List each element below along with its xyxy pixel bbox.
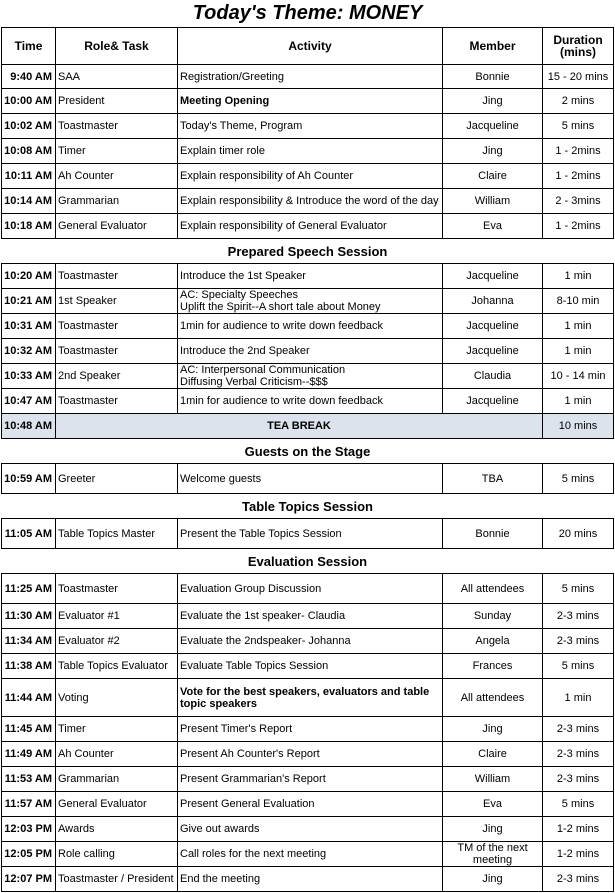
table-row: [2, 574, 614, 604]
activity-cell: Evaluate the 1st speaker- Claudia: [178, 604, 443, 629]
activity-line: Uplift the Spirit--A short tale about Money: [180, 301, 381, 313]
member-cell: Angela: [443, 629, 543, 654]
time-cell: 10:11 AM: [2, 164, 56, 189]
duration-cell: 15 - 20 mins: [543, 65, 614, 89]
role-cell: Toastmaster: [56, 114, 178, 139]
table-row: [2, 164, 614, 189]
activity-cell: Call roles for the next meeting: [178, 842, 443, 867]
header-time: Time: [2, 28, 56, 65]
role-cell: Timer: [56, 717, 178, 742]
activity-cell: Present Ah Counter's Report: [178, 742, 443, 767]
duration-cell: 20 mins: [543, 519, 614, 549]
activity-cell: Registration/Greeting: [178, 65, 443, 89]
duration-cell: 1 - 2mins: [543, 164, 614, 189]
section-row: [2, 239, 614, 264]
member-cell: William: [443, 189, 543, 214]
section-title-prepared: Prepared Speech Session: [2, 239, 614, 264]
role-cell: Toastmaster: [56, 314, 178, 339]
tea-break-label: TEA BREAK: [56, 414, 543, 439]
role-cell: Voting: [56, 679, 178, 717]
table-row: [2, 742, 614, 767]
table-row: [2, 389, 614, 414]
activity-cell: End the meeting: [178, 867, 443, 892]
duration-cell: 2-3 mins: [543, 767, 614, 792]
activity-cell: Introduce the 1st Speaker: [178, 264, 443, 289]
activity-cell: [178, 364, 443, 389]
duration-cell: 5 mins: [543, 114, 614, 139]
activity-line: AC: Interpersonal Communication: [180, 364, 346, 376]
duration-cell: 5 mins: [543, 464, 614, 494]
activity-cell: Evaluation Group Discussion: [178, 574, 443, 604]
tea-break-row: [2, 414, 614, 439]
role-cell: President: [56, 89, 178, 114]
activity-cell: Evaluate the 2ndspeaker- Johanna: [178, 629, 443, 654]
section-row: [2, 494, 614, 519]
time-cell: 10:59 AM: [2, 464, 56, 494]
activity-cell: Present Grammarian's Report: [178, 767, 443, 792]
duration-cell: 2-3 mins: [543, 742, 614, 767]
time-cell: 11:44 AM: [2, 679, 56, 717]
time-cell: 10:00 AM: [2, 89, 56, 114]
table-row: [2, 364, 614, 389]
role-cell: Awards: [56, 817, 178, 842]
header-duration: Duration (mins): [543, 28, 614, 65]
table-row: [2, 139, 614, 164]
header-member: Member: [443, 28, 543, 65]
duration-cell: 5 mins: [543, 654, 614, 679]
role-cell: Toastmaster: [56, 574, 178, 604]
section-row: [2, 439, 614, 464]
table-row: [2, 89, 614, 114]
duration-cell: 1 - 2mins: [543, 139, 614, 164]
time-cell: 11:53 AM: [2, 767, 56, 792]
time-cell: 10:47 AM: [2, 389, 56, 414]
duration-cell: 10 - 14 min: [543, 364, 614, 389]
duration-cell: 1 min: [543, 264, 614, 289]
activity-cell: Introduce the 2nd Speaker: [178, 339, 443, 364]
table-row: [2, 464, 614, 494]
time-cell: 10:21 AM: [2, 289, 56, 314]
role-cell: Table Topics Evaluator: [56, 654, 178, 679]
role-cell: Toastmaster: [56, 389, 178, 414]
time-cell: 12:03 PM: [2, 817, 56, 842]
section-title-table-topics: Table Topics Session: [2, 494, 614, 519]
time-cell: 10:14 AM: [2, 189, 56, 214]
time-cell: 10:18 AM: [2, 214, 56, 239]
role-cell: Toastmaster: [56, 339, 178, 364]
header-role: Role& Task: [56, 28, 178, 65]
table-row: [2, 189, 614, 214]
role-cell: Grammarian: [56, 767, 178, 792]
table-row: [2, 717, 614, 742]
activity-cell: Present Timer's Report: [178, 717, 443, 742]
page-title: Today's Theme: MONEY: [192, 2, 423, 24]
member-cell: Claire: [443, 164, 543, 189]
time-cell: 12:07 PM: [2, 867, 56, 892]
time-cell: 11:34 AM: [2, 629, 56, 654]
member-cell: Bonnie: [443, 519, 543, 549]
role-cell: Toastmaster: [56, 264, 178, 289]
role-cell: 1st Speaker: [56, 289, 178, 314]
activity-cell: [178, 289, 443, 314]
role-cell: Role calling: [56, 842, 178, 867]
member-cell: Sunday: [443, 604, 543, 629]
member-cell: Jing: [443, 817, 543, 842]
member-cell: William: [443, 767, 543, 792]
member-cell: Jing: [443, 717, 543, 742]
duration-cell: 2-3 mins: [543, 604, 614, 629]
header-row: [2, 28, 614, 65]
duration-cell: 1-2 mins: [543, 842, 614, 867]
member-cell: Jacqueline: [443, 339, 543, 364]
time-cell: 12:05 PM: [2, 842, 56, 867]
member-cell: Eva: [443, 792, 543, 817]
member-cell: Jing: [443, 89, 543, 114]
time-cell: 10:31 AM: [2, 314, 56, 339]
duration-cell: 2-3 mins: [543, 867, 614, 892]
activity-cell: Explain responsibility & Introduce the word of the day: [178, 189, 443, 214]
duration-cell: 10 mins: [543, 414, 614, 439]
duration-cell: 2-3 mins: [543, 717, 614, 742]
member-cell: Claudia: [443, 364, 543, 389]
role-cell: Table Topics Master: [56, 519, 178, 549]
table-row: [2, 339, 614, 364]
table-row: [2, 842, 614, 867]
role-cell: Grammarian: [56, 189, 178, 214]
member-cell: Eva: [443, 214, 543, 239]
activity-cell: Meeting Opening: [178, 89, 443, 114]
role-cell: Greeter: [56, 464, 178, 494]
activity-cell: Evaluate Table Topics Session: [178, 654, 443, 679]
role-cell: Ah Counter: [56, 164, 178, 189]
activity-cell: Explain responsibility of General Evaluator: [178, 214, 443, 239]
table-row: [2, 767, 614, 792]
time-cell: 10:48 AM: [2, 414, 56, 439]
header-activity: Activity: [178, 28, 443, 65]
role-cell: Ah Counter: [56, 742, 178, 767]
member-cell: Claire: [443, 742, 543, 767]
member-cell: TM of the next meeting: [443, 842, 543, 867]
section-title-guests: Guests on the Stage: [2, 439, 614, 464]
table-row: [2, 289, 614, 314]
time-cell: 11:38 AM: [2, 654, 56, 679]
activity-cell: Present the Table Topics Session: [178, 519, 443, 549]
duration-cell: 2 mins: [543, 89, 614, 114]
agenda-table: [1, 27, 614, 892]
activity-cell: Present General Evaluation: [178, 792, 443, 817]
member-cell: Bonnie: [443, 65, 543, 89]
activity-line: Diffusing Verbal Criticism--$$$: [180, 376, 328, 388]
table-row: [2, 792, 614, 817]
duration-cell: 1-2 mins: [543, 817, 614, 842]
table-row: [2, 519, 614, 549]
time-cell: 10:33 AM: [2, 364, 56, 389]
duration-cell: 5 mins: [543, 792, 614, 817]
table-row: [2, 817, 614, 842]
duration-cell: 1 min: [543, 314, 614, 339]
member-cell: Jacqueline: [443, 389, 543, 414]
activity-cell: Welcome guests: [178, 464, 443, 494]
time-cell: 9:40 AM: [2, 65, 56, 89]
duration-cell: 1 min: [543, 679, 614, 717]
activity-cell: 1min for audience to write down feedback: [178, 389, 443, 414]
time-cell: 10:08 AM: [2, 139, 56, 164]
activity-cell: 1min for audience to write down feedback: [178, 314, 443, 339]
table-row: [2, 314, 614, 339]
time-cell: 11:45 AM: [2, 717, 56, 742]
duration-cell: 1 min: [543, 389, 614, 414]
activity-cell: Vote for the best speakers, evaluators and table topic speakers: [178, 679, 443, 717]
table-row: [2, 214, 614, 239]
table-row: [2, 114, 614, 139]
table-row: [2, 264, 614, 289]
role-cell: 2nd Speaker: [56, 364, 178, 389]
section-row: [2, 549, 614, 574]
time-cell: 10:32 AM: [2, 339, 56, 364]
duration-cell: 2-3 mins: [543, 629, 614, 654]
role-cell: Toastmaster / President: [56, 867, 178, 892]
activity-cell: Explain timer role: [178, 139, 443, 164]
time-cell: 11:25 AM: [2, 574, 56, 604]
role-cell: General Evaluator: [56, 214, 178, 239]
table-row: [2, 65, 614, 89]
member-cell: Frances: [443, 654, 543, 679]
member-cell: TBA: [443, 464, 543, 494]
table-row: [2, 654, 614, 679]
activity-line: AC: Specialty Speeches: [180, 289, 299, 301]
role-cell: Timer: [56, 139, 178, 164]
role-cell: General Evaluator: [56, 792, 178, 817]
role-cell: Evaluator #2: [56, 629, 178, 654]
role-cell: Evaluator #1: [56, 604, 178, 629]
member-cell: Jacqueline: [443, 264, 543, 289]
time-cell: 10:20 AM: [2, 264, 56, 289]
duration-cell: 5 mins: [543, 574, 614, 604]
table-row: [2, 604, 614, 629]
time-cell: 11:49 AM: [2, 742, 56, 767]
time-cell: 11:57 AM: [2, 792, 56, 817]
time-cell: 10:02 AM: [2, 114, 56, 139]
activity-cell: Today's Theme, Program: [178, 114, 443, 139]
duration-cell: 1 min: [543, 339, 614, 364]
member-cell: Johanna: [443, 289, 543, 314]
table-row: [2, 629, 614, 654]
member-cell: Jing: [443, 867, 543, 892]
time-cell: 11:05 AM: [2, 519, 56, 549]
member-cell: All attendees: [443, 679, 543, 717]
activity-cell: Explain responsibility of Ah Counter: [178, 164, 443, 189]
table-row: [2, 867, 614, 892]
member-cell: All attendees: [443, 574, 543, 604]
table-row: [2, 679, 614, 717]
time-cell: 11:30 AM: [2, 604, 56, 629]
member-cell: Jing: [443, 139, 543, 164]
role-cell: SAA: [56, 65, 178, 89]
member-cell: Jacqueline: [443, 114, 543, 139]
duration-cell: 1 - 2mins: [543, 214, 614, 239]
duration-cell: 8-10 min: [543, 289, 614, 314]
section-title-evaluation: Evaluation Session: [2, 549, 614, 574]
activity-cell: Give out awards: [178, 817, 443, 842]
duration-cell: 2 - 3mins: [543, 189, 614, 214]
member-cell: Jacqueline: [443, 314, 543, 339]
